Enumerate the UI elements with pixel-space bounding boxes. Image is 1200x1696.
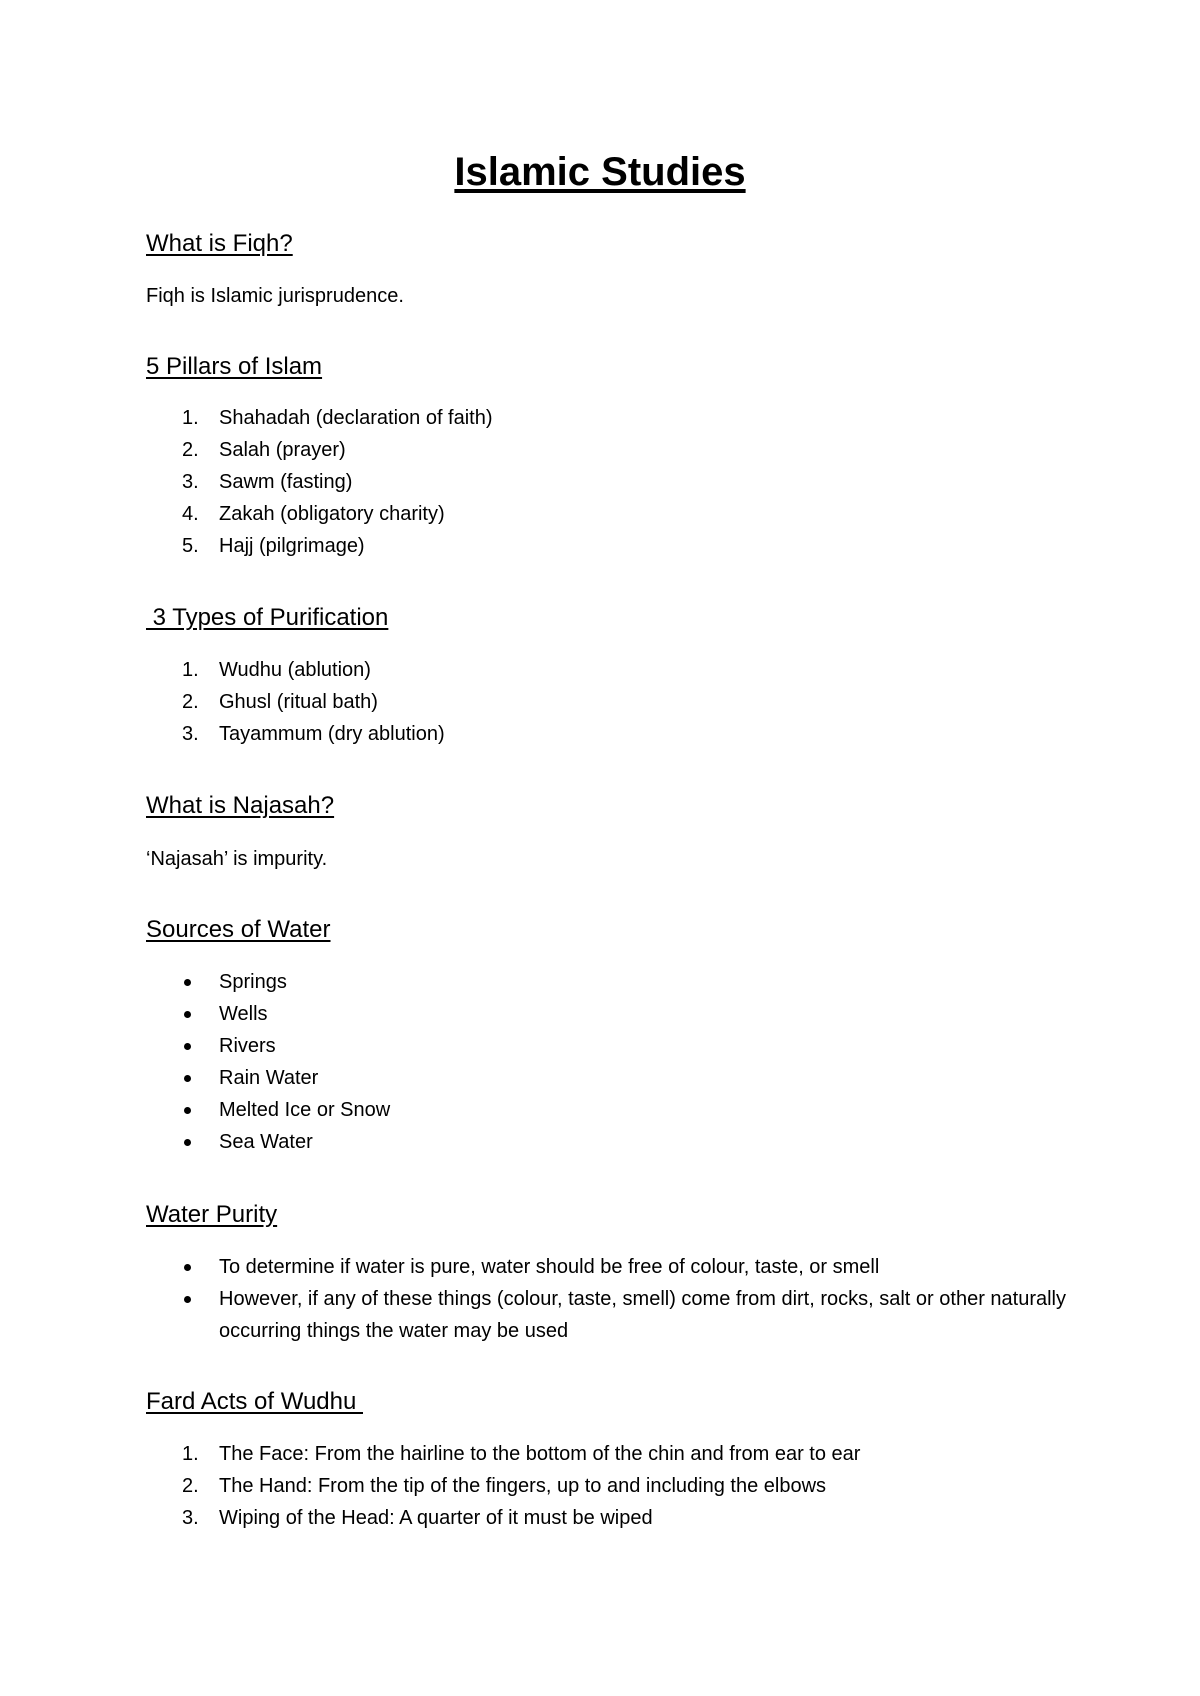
list-item-text: Ghusl (ritual bath) — [219, 691, 378, 713]
heading-water-purity: Water Purity — [146, 1201, 278, 1228]
five-pillars-list — [146, 402, 493, 562]
bullet-icon — [184, 1011, 191, 1018]
heading-five-pillars: 5 Pillars of Islam — [146, 353, 323, 380]
list-item-text: The Face: From the hairline to the bottom of the chin and from ear to ear — [219, 1443, 861, 1465]
bullet-icon — [184, 1296, 191, 1303]
list-number: 4. — [182, 503, 199, 525]
list-item — [146, 1062, 390, 1094]
list-item — [146, 1470, 860, 1502]
list-number: 2. — [182, 1475, 199, 1497]
list-number: 3. — [182, 723, 199, 745]
list-item-text: Melted Ice or Snow — [219, 1099, 391, 1121]
heading-what-is-najasah: What is Najasah? — [146, 792, 335, 819]
list-item — [146, 686, 445, 718]
list-item-text: Sawm (fasting) — [219, 471, 353, 493]
purification-list — [146, 654, 445, 750]
list-number: 1. — [182, 659, 199, 681]
list-item-text: Shahadah (declaration of faith) — [219, 407, 493, 429]
list-number: 3. — [182, 471, 199, 493]
bullet-icon — [184, 1043, 191, 1050]
heading-fard-acts-of-wudhu: Fard Acts of Wudhu — [146, 1388, 363, 1415]
bullet-icon — [184, 979, 191, 986]
najasah-definition: ‘Najasah’ is impurity. — [146, 848, 328, 870]
list-number: 2. — [182, 691, 199, 713]
bullet-icon — [184, 1139, 191, 1146]
list-number: 5. — [182, 535, 199, 557]
list-item — [146, 1502, 860, 1534]
bullet-icon — [184, 1264, 191, 1271]
list-item-text: Zakah (obligatory charity) — [219, 503, 445, 525]
document-title: Islamic Studies — [454, 150, 746, 194]
list-item-text: Sea Water — [219, 1131, 313, 1153]
fard-acts-list — [146, 1438, 860, 1534]
bullet-icon — [184, 1075, 191, 1082]
list-item — [146, 654, 445, 686]
list-item-text: The Hand: From the tip of the fingers, up to and including the elbows — [219, 1475, 827, 1497]
fiqh-definition: Fiqh is Islamic jurisprudence. — [146, 285, 404, 307]
list-item-text: Rain Water — [219, 1067, 319, 1089]
list-item — [146, 718, 445, 750]
list-item-text: Tayammum (dry ablution) — [219, 723, 445, 745]
list-item — [146, 1251, 1079, 1283]
list-item — [146, 1438, 860, 1470]
list-item — [146, 998, 390, 1030]
list-item-text: Rivers — [219, 1035, 276, 1057]
list-item-text: However, if any of these things (colour, taste, smell) come from dirt, rocks, salt or other naturally occurring things the water may be used — [219, 1288, 1067, 1342]
list-item — [146, 402, 493, 434]
water-purity-list — [146, 1251, 1079, 1347]
list-number: 1. — [182, 1443, 199, 1465]
sources-of-water-list — [146, 966, 390, 1158]
list-number: 2. — [182, 439, 199, 461]
list-item — [146, 1283, 1079, 1347]
list-item-text: Wiping of the Head: A quarter of it must be wiped — [219, 1507, 653, 1529]
heading-sources-of-water: Sources of Water — [146, 916, 331, 943]
list-item — [146, 466, 493, 498]
list-item-text: To determine if water is pure, water should be free of colour, taste, or smell — [219, 1256, 880, 1278]
list-item-text: Salah (prayer) — [219, 439, 346, 461]
list-item-text: Wells — [219, 1003, 268, 1025]
list-item — [146, 1030, 390, 1062]
list-item-text: Hajj (pilgrimage) — [219, 535, 365, 557]
list-item-text: Springs — [219, 971, 287, 993]
list-item-text: Wudhu (ablution) — [219, 659, 371, 681]
list-number: 1. — [182, 407, 199, 429]
list-item — [146, 530, 493, 562]
list-number: 3. — [182, 1507, 199, 1529]
heading-what-is-fiqh: What is Fiqh? — [146, 230, 293, 257]
heading-types-of-purification: 3 Types of Purification — [146, 604, 389, 631]
bullet-icon — [184, 1107, 191, 1114]
list-item — [146, 1094, 390, 1126]
list-item — [146, 434, 493, 466]
list-item — [146, 966, 390, 998]
list-item — [146, 1126, 390, 1158]
list-item — [146, 498, 493, 530]
